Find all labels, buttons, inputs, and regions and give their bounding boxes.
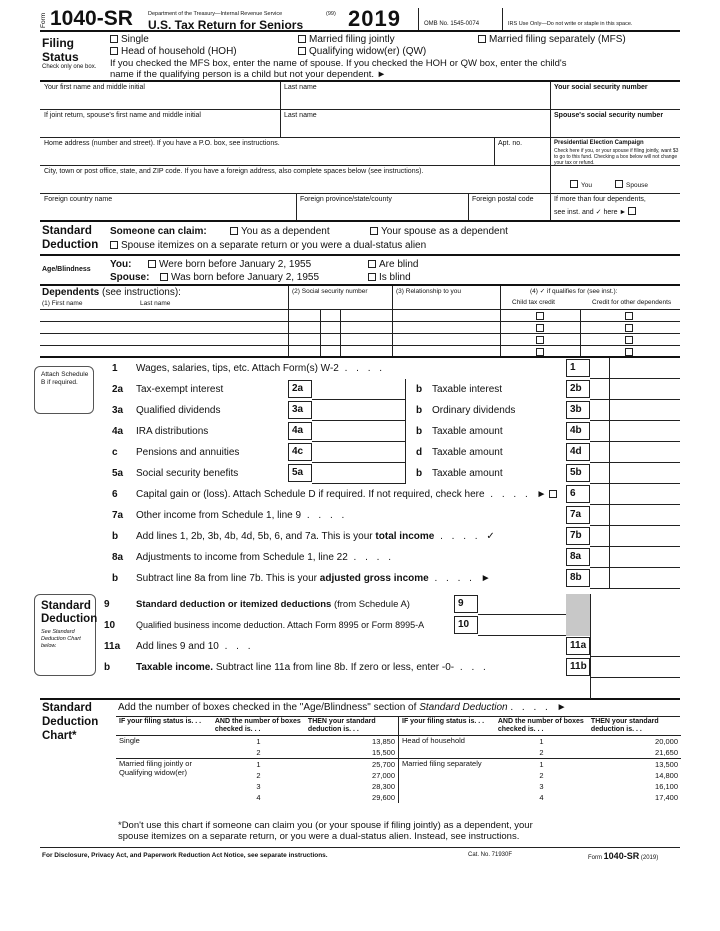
spouse-dependent-checkbox[interactable] — [370, 227, 378, 235]
code-99: (99) — [326, 11, 336, 17]
line-l3b-box: 3b — [566, 401, 590, 419]
you-born[interactable]: Were born before January 2, 1955 — [148, 259, 311, 270]
line-l11a-box: 11a — [566, 637, 590, 655]
line-l4d-amount[interactable] — [590, 442, 680, 463]
table-row: Married filing separately 1 13,500 — [402, 759, 678, 769]
line-l2a-amount[interactable] — [312, 379, 406, 400]
table-row: 2 27,000 — [256, 771, 395, 780]
line-l7a-amount[interactable] — [590, 505, 680, 526]
line-l5b-box: 5b — [566, 464, 590, 482]
foreign-province-label: Foreign province/state/county — [300, 196, 392, 203]
dependents-note-2: see inst. and ✓ here ► — [554, 207, 639, 216]
line-l1-amount[interactable] — [590, 358, 680, 379]
dependent-row[interactable] — [40, 322, 680, 334]
you-blind[interactable]: Are blind — [368, 259, 418, 270]
line-l5a-pair: 5a Social security benefits 5a b Taxable amount 5b — [40, 463, 680, 484]
spouse-blind[interactable]: Is blind — [368, 272, 411, 283]
spouse-born[interactable]: Was born before January 2, 1955 — [160, 272, 319, 283]
chart-label-2: Deduction — [42, 716, 99, 728]
attach-schedule-b: Attach Schedule B if required. — [34, 366, 94, 414]
name-row[interactable] — [40, 82, 680, 110]
line-l4c-pair: c Pensions and annuities 4c d Taxable amount 4d — [40, 442, 680, 463]
line6-checkbox[interactable] — [549, 490, 557, 498]
department: Department of the Treasury—Internal Revenue Service — [148, 11, 283, 17]
chart-intro: Add the number of boxes checked in the "Age/Blindness" section of Standard Deduction . . . . ► — [118, 702, 570, 713]
line-l1: 1 Wages, salaries, tips, etc. Attach Form(s) W-2 . . . . 1 — [40, 358, 680, 379]
std-deduction-section — [40, 222, 680, 256]
address-row[interactable] — [40, 138, 680, 166]
line-l8b: b Subtract line 8a from line 7b. This is your adjusted gross income . . . . ► 8b — [40, 568, 680, 589]
table-row: 2 14,800 — [539, 771, 678, 780]
line-l9-box: 9 — [454, 595, 478, 613]
line-l7b-amount[interactable] — [590, 526, 680, 547]
single-checkbox[interactable] — [110, 35, 118, 43]
first-name-label: Your first name and middle initial — [44, 84, 145, 91]
line-l4a-box: 4a — [288, 422, 312, 440]
line-l6: 6 Capital gain or (loss). Attach Schedule D if required. If not required, check here . . . . ► 6 — [40, 484, 680, 505]
line-l11b-amount[interactable] — [590, 657, 680, 678]
line-l7b: b Add lines 1, 2b, 3b, 4b, 4d, 5b, 6, and 7a. This is your total income . . . . ✓ 7b — [40, 526, 680, 547]
form-header — [40, 8, 680, 32]
child-credit-checkbox[interactable] — [536, 348, 544, 356]
omb-number: OMB No. 1545-0074 — [424, 21, 480, 27]
footer-form: Form 1040-SR (2019) — [588, 851, 659, 861]
chart-right-table — [398, 717, 681, 803]
line-l4a-amount[interactable] — [312, 421, 406, 442]
option-single[interactable]: Single — [110, 34, 149, 45]
deduction-table: IF your filing status is. . . AND the number of boxes checked is. . . THEN your standard deduction is. . . Head of household 1 20,000 2 21,650 Married filing separately 1 13,500 2 14,800 3 16,100 4 17,400 — [399, 717, 681, 803]
line-l8a-amount[interactable] — [590, 547, 680, 568]
dep-col-child-credit: Child tax credit — [512, 299, 555, 306]
child-credit-checkbox[interactable] — [536, 312, 544, 320]
dep-col-first: (1) First name — [42, 300, 83, 307]
line-l4b-box: 4b — [566, 422, 590, 440]
line-l2b-amount[interactable] — [590, 379, 680, 400]
city-row[interactable] — [40, 166, 680, 194]
irs-only: IRS Use Only—Do not write or staple in this space. — [508, 21, 633, 27]
option-mfs[interactable]: Married filing separately (MFS) — [478, 34, 626, 45]
age-blindness-section — [40, 256, 680, 286]
std-deduction-chart — [40, 700, 680, 848]
line-l3a-pair: 3a Qualified dividends 3a b Ordinary dividends 3b — [40, 400, 680, 421]
dep-col-ssn: (2) Social security number — [292, 288, 368, 295]
dependents-rows — [40, 310, 680, 358]
claim-you[interactable]: You as a dependent — [230, 226, 330, 237]
campaign-spouse-checkbox[interactable] — [615, 180, 623, 188]
spouse-itemizes[interactable]: Spouse itemizes on a separate return or you were a dual-status alien — [110, 240, 426, 251]
form-footer — [40, 848, 680, 864]
line-l10-amount[interactable] — [478, 615, 566, 636]
table-row: Single 1 13,850 — [116, 736, 398, 748]
age-spouse-label: Spouse: — [110, 272, 150, 283]
spouse-ssn-label: Spouse's social security number — [554, 112, 664, 119]
line-l4c-box: 4c — [288, 443, 312, 461]
filing-status-note: Check only one box. — [42, 64, 97, 70]
table-row: Head of household 1 20,000 — [399, 736, 681, 748]
foreign-row[interactable] — [40, 194, 680, 222]
mfs-instruction-2: name if the qualifying person is a child but not your dependent. ► — [110, 69, 387, 80]
line-l6-amount[interactable] — [590, 484, 680, 505]
chart-label-3: Chart* — [42, 730, 77, 742]
spouse-first-label: If joint return, spouse's first name and middle initial — [44, 112, 201, 119]
dependents-title: Dependents (see instructions): — [42, 287, 181, 298]
claim-spouse[interactable]: Your spouse as a dependent — [370, 226, 508, 237]
table-row: 4 29,600 — [256, 793, 395, 802]
line-l3b-amount[interactable] — [590, 400, 680, 421]
dep-col-other-credit: Credit for other dependents — [592, 299, 672, 306]
dependent-row[interactable] — [40, 334, 680, 346]
line-l8b-box: 8b — [566, 569, 590, 587]
line-l2a-box: 2a — [288, 380, 312, 398]
line-l6-box: 6 — [566, 485, 590, 503]
std-label-2: Deduction — [42, 239, 99, 251]
line-l11a: 11a Add lines 9 and 10 . . . 11a — [40, 636, 680, 657]
std-label-1: Standard — [42, 225, 92, 237]
campaign-title: Presidential Election Campaign — [554, 140, 644, 146]
spouse-born-checkbox[interactable] — [160, 273, 168, 281]
mfs-instruction-1: If you checked the MFS box, enter the name of spouse. If you checked the HOH or QW box, enter the child's — [110, 58, 567, 69]
age-blindness-label: Age/Blindness — [42, 266, 91, 273]
line-l11b: b Taxable income. Subtract line 11a from line 8b. If zero or less, enter -0- . . . 11b — [40, 657, 680, 678]
line-l11b-box: 11b — [566, 658, 590, 676]
campaign-spouse[interactable]: Spouse — [615, 180, 648, 189]
dep-col-qualifies: (4) ✓ if qualifies for (see inst.): — [530, 288, 618, 295]
table-row: Married filing jointly or Qualifying widow(er) 1 25,700 — [119, 759, 395, 777]
filing-status-section — [40, 32, 680, 82]
line-l1-box: 1 — [566, 359, 590, 377]
table-row: 2 15,500 — [116, 747, 398, 759]
line-l10: 10 Qualified business income deduction. Attach Form 8995 or Form 8995-A 10 — [40, 615, 680, 636]
you-dependent-checkbox[interactable] — [230, 227, 238, 235]
line-l3a-box: 3a — [288, 401, 312, 419]
form-number: 1040-SR — [50, 7, 133, 30]
last-name-label: Last name — [284, 84, 317, 91]
table-row: 3 16,100 — [539, 782, 678, 791]
form-title: U.S. Tax Return for Seniors — [148, 18, 304, 32]
form-prefix: Form — [40, 12, 47, 28]
dependents-note-1: If more than four dependents, — [554, 196, 646, 203]
address-label: Home address (number and street). If you have a P.O. box, see instructions. — [44, 140, 280, 147]
spouse-itemizes-checkbox[interactable] — [110, 241, 118, 249]
line-l5a-box: 5a — [288, 464, 312, 482]
option-hoh[interactable]: Head of household (HOH) — [110, 46, 237, 57]
line-l3a-amount[interactable] — [312, 400, 406, 421]
cat-number: Cat. No. 71930F — [468, 852, 513, 858]
ssn-label: Your social security number — [554, 84, 648, 91]
line-l4a-pair: 4a IRA distributions 4a b Taxable amount 4b — [40, 421, 680, 442]
line-l8a-box: 8a — [566, 548, 590, 566]
spouse-name-row[interactable] — [40, 110, 680, 138]
filing-status-label: Filing Status — [42, 36, 79, 64]
mfj-checkbox[interactable] — [298, 35, 306, 43]
dependents-header — [40, 286, 680, 310]
someone-can-claim: Someone can claim: — [110, 226, 207, 237]
dependent-row[interactable] — [40, 310, 680, 322]
campaign-you[interactable]: You — [570, 180, 592, 189]
chart-footnote: *Don't use this chart if someone can claim you (or your spouse if filing jointly) as a dependent, your spouse itemizes on a separate return, or you were a dual-status alien. Instead, see instructions. — [118, 820, 533, 842]
chart-label-1: Standard — [42, 702, 92, 714]
line-l11a-amount[interactable] — [590, 636, 680, 657]
std-side-label-2: Deduction — [41, 613, 98, 625]
dep-col-last: Last name — [140, 300, 171, 307]
child-credit-checkbox[interactable] — [536, 336, 544, 344]
line-l5a-amount[interactable] — [312, 463, 406, 484]
deduction-section — [40, 594, 680, 700]
income-section — [40, 358, 680, 594]
chart-left-table — [116, 717, 398, 803]
deduction-table: IF your filing status is. . . AND the number of boxes checked is. . . THEN your standard deduction is. . . Single 1 13,850 2 15,500 Married filing jointly or Qualifying widow(er) 1 25,700 2 27,000 3 28,300 4 29,600 — [116, 717, 398, 803]
line-l10-box: 10 — [454, 616, 478, 634]
other-credit-checkbox[interactable] — [625, 336, 633, 344]
line-l8b-amount[interactable] — [590, 568, 680, 589]
mfs-checkbox[interactable] — [478, 35, 486, 43]
disclosure: For Disclosure, Privacy Act, and Paperwork Reduction Act Notice, see separate instructions. — [42, 852, 328, 859]
apt-label: Apt. no. — [498, 140, 523, 147]
hoh-checkbox[interactable] — [110, 47, 118, 55]
table-row: 3 28,300 — [256, 782, 395, 791]
you-blind-checkbox[interactable] — [368, 260, 376, 268]
campaign-text: Check here if you, or your spouse if filing jointly, want $3 to go to this fund. Checking a box below will not change your tax or refund. — [554, 148, 679, 166]
line-l7b-box: 7b — [566, 527, 590, 545]
child-credit-checkbox[interactable] — [536, 324, 544, 332]
option-qw[interactable]: Qualifying widow(er) (QW) — [298, 46, 426, 57]
foreign-country-label: Foreign country name — [44, 196, 113, 203]
city-label: City, town or post office, state, and ZIP code. If you have a foreign address, also complete spaces below (see instructions). — [44, 168, 424, 175]
dep-col-relationship: (3) Relationship to you — [396, 288, 462, 295]
line-l4d-box: 4d — [566, 443, 590, 461]
campaign-you-checkbox[interactable] — [570, 180, 578, 188]
std-side-label-1: Standard — [41, 600, 91, 612]
option-mfj[interactable]: Married filing jointly — [298, 34, 395, 45]
qw-checkbox[interactable] — [298, 47, 306, 55]
foreign-postal-label: Foreign postal code — [472, 196, 534, 203]
line-l4b-amount[interactable] — [590, 421, 680, 442]
spouse-blind-checkbox[interactable] — [368, 273, 376, 281]
more-dependents-checkbox[interactable] — [628, 207, 636, 215]
other-credit-checkbox[interactable] — [625, 312, 633, 320]
line-l2b-box: 2b — [566, 380, 590, 398]
line-l4c-amount[interactable] — [312, 442, 406, 463]
tax-year: 2019 — [348, 6, 401, 31]
std-side-note: See Standard Deduction Chart below. — [41, 629, 81, 649]
line-l8a: 8a Adjustments to income from Schedule 1, line 22 . . . . 8a — [40, 547, 680, 568]
dependent-row[interactable] — [40, 346, 680, 358]
spouse-last-label: Last name — [284, 112, 317, 119]
line-l2a-pair: 2a Tax-exempt interest 2a b Taxable interest 2b — [40, 379, 680, 400]
other-credit-checkbox[interactable] — [625, 324, 633, 332]
line-l7a: 7a Other income from Schedule 1, line 9 . . . . 7a — [40, 505, 680, 526]
line-l9: 9 Standard deduction or itemized deductions (from Schedule A) 9 — [40, 594, 680, 615]
you-born-checkbox[interactable] — [148, 260, 156, 268]
table-row: 2 21,650 — [399, 747, 681, 759]
other-credit-checkbox[interactable] — [625, 348, 633, 356]
table-row: 4 17,400 — [539, 793, 678, 802]
line-l5b-amount[interactable] — [590, 463, 680, 484]
age-you-label: You: — [110, 259, 132, 270]
line-l9-amount[interactable] — [478, 594, 566, 615]
line-l7a-box: 7a — [566, 506, 590, 524]
